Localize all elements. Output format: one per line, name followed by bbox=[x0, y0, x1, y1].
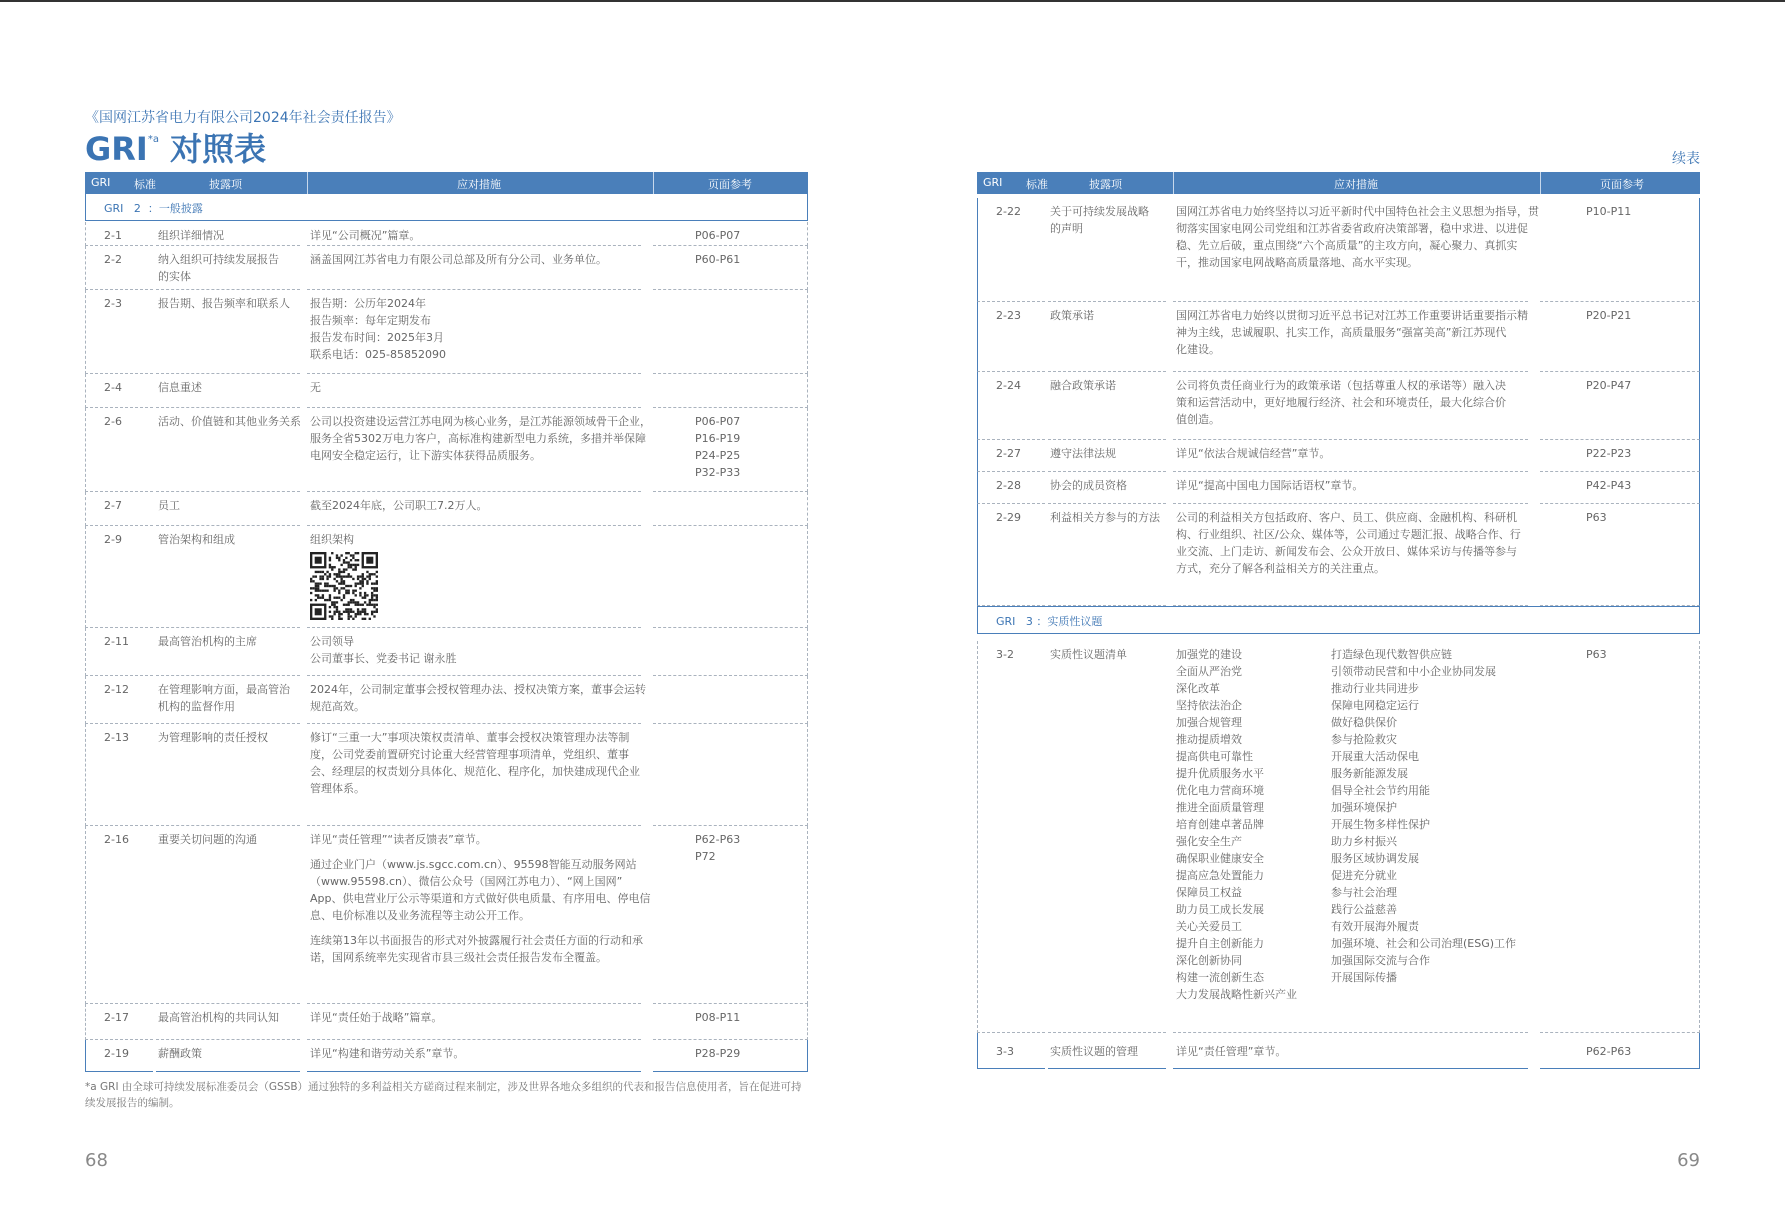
row-measure-line: 公司董事长、党委书记 谢永胜 bbox=[310, 652, 457, 665]
row-disclosure bbox=[156, 526, 300, 628]
row-code bbox=[977, 641, 1045, 1033]
row-page-line: P63 bbox=[1586, 648, 1607, 661]
row-code-text: 2-1 bbox=[104, 229, 122, 242]
table-row-2-22 bbox=[977, 198, 1700, 302]
row-page-line: P72 bbox=[695, 850, 716, 863]
row-code-text: 2-19 bbox=[104, 1047, 129, 1060]
table-row-2-12 bbox=[85, 676, 808, 724]
row-disclosure-line: 组织详细情况 bbox=[158, 229, 224, 242]
row-page-line: P08-P11 bbox=[695, 1011, 741, 1024]
topic-item: 构建一流创新生态 bbox=[1176, 971, 1264, 984]
row-disclosure-line: 实质性议题的管理 bbox=[1050, 1045, 1138, 1058]
row-page bbox=[653, 408, 808, 492]
row-page-line: P22-P23 bbox=[1586, 447, 1632, 460]
row-code bbox=[85, 628, 153, 676]
topic-item: 开展国际传播 bbox=[1331, 971, 1397, 984]
row-code bbox=[977, 472, 1045, 504]
row-code bbox=[977, 372, 1045, 440]
row-measure-line: 公司以投资建设运营江苏电网为核心业务，是江苏能源领域骨干企业， bbox=[310, 415, 651, 428]
row-code-text: 2-11 bbox=[104, 635, 129, 648]
row-disclosure-line: 重要关切问题的沟通 bbox=[158, 833, 257, 846]
row-disclosure-line: 协会的成员资格 bbox=[1050, 479, 1127, 492]
row-code-text: 2-9 bbox=[104, 533, 122, 546]
row-measure-line: 报告期：公历年2024年 bbox=[310, 297, 426, 310]
row-disclosure bbox=[1048, 641, 1166, 1033]
row-page-line: P62-P63 bbox=[1586, 1045, 1632, 1058]
topic-item: 打造绿色现代数智供应链 bbox=[1331, 648, 1452, 661]
row-disclosure-line: 员工 bbox=[158, 499, 180, 512]
topic-item: 提升自主创新能力 bbox=[1176, 937, 1264, 950]
row-measure-line: App、供电营业厅公示等渠道和方式做好供电质量、有序用电、停电信 bbox=[310, 892, 651, 905]
row-disclosure-line: 薪酬政策 bbox=[158, 1047, 202, 1060]
row-disclosure bbox=[156, 290, 300, 374]
row-measure-line: 神为主线，忠诚履职、扎实工作，高质量服务“强富美高”新江苏现代 bbox=[1176, 326, 1507, 339]
row-page bbox=[653, 724, 808, 826]
row-page bbox=[653, 526, 808, 628]
row-page bbox=[653, 1040, 808, 1072]
header-page: 页面参考 bbox=[1600, 178, 1644, 191]
row-disclosure-line: 机构的监督作用 bbox=[158, 700, 235, 713]
table-row-2-9 bbox=[85, 526, 808, 628]
row-measure-line: 公司将负责任商业行为的政策承诺（包括尊重人权的承诺等）融入决 bbox=[1176, 379, 1506, 392]
row-code-text: 2-23 bbox=[996, 309, 1021, 322]
row-topics bbox=[1173, 641, 1528, 1033]
table-row-2-3 bbox=[85, 290, 808, 374]
row-code-text: 2-4 bbox=[104, 381, 122, 394]
row-measure bbox=[307, 628, 641, 676]
row-measure-line: 方式，充分了解各利益相关方的关注重点。 bbox=[1176, 562, 1385, 575]
row-measure bbox=[307, 492, 641, 526]
row-measure bbox=[1173, 504, 1528, 606]
row-measure-line: 诺，国网系统率先实现省市县三级社会责任报告发布全覆盖。 bbox=[310, 951, 607, 964]
topic-item: 优化电力营商环境 bbox=[1176, 784, 1264, 797]
row-page bbox=[653, 1004, 808, 1040]
row-measure-line: 联系电话：025-85852090 bbox=[310, 348, 446, 361]
header-standard: 标准 bbox=[134, 178, 156, 191]
row-page bbox=[1540, 372, 1700, 440]
header-gri: GRI bbox=[91, 176, 111, 189]
topic-item: 践行公益慈善 bbox=[1331, 903, 1397, 916]
row-measure bbox=[307, 724, 641, 826]
table-row-3-3 bbox=[977, 1033, 1700, 1069]
row-measure bbox=[1173, 302, 1528, 372]
row-disclosure bbox=[1048, 372, 1166, 440]
row-measure-line: 连续第13年以书面报告的形式对外披露履行社会责任方面的行动和承 bbox=[310, 934, 643, 947]
row-code bbox=[85, 374, 153, 408]
topic-item: 培育创建卓著品牌 bbox=[1176, 818, 1264, 831]
row-measure-line: 国网江苏省电力始终以贯彻习近平总书记对江苏工作重要讲话重要指示精 bbox=[1176, 309, 1528, 322]
table-header bbox=[977, 172, 1700, 194]
topic-list-a bbox=[1176, 646, 1297, 1003]
row-measure-line: 详见“责任管理”章节。 bbox=[1176, 1045, 1287, 1058]
row-disclosure-line: 信息重述 bbox=[158, 381, 202, 394]
row-disclosure-line: 活动、价值链和其他业务关系 bbox=[158, 415, 301, 428]
row-code bbox=[85, 492, 153, 526]
topic-item: 保障员工权益 bbox=[1176, 886, 1242, 899]
row-code-text: 2-24 bbox=[996, 379, 1021, 392]
right-page bbox=[977, 0, 1700, 1211]
footnote bbox=[85, 1079, 808, 1111]
topic-item: 强化安全生产 bbox=[1176, 835, 1242, 848]
topic-item: 深化改革 bbox=[1176, 682, 1220, 695]
table-row-2-29 bbox=[977, 504, 1700, 606]
row-code bbox=[977, 302, 1045, 372]
row-page bbox=[653, 222, 808, 246]
row-disclosure-line: 遵守法律法规 bbox=[1050, 447, 1116, 460]
row-measure bbox=[1173, 472, 1528, 504]
row-page bbox=[653, 826, 808, 1004]
measure-paragraph bbox=[310, 932, 641, 966]
row-disclosure-line: 最高管治机构的主席 bbox=[158, 635, 257, 648]
row-page-line: P24-P25 bbox=[695, 449, 741, 462]
row-code-text: 2-16 bbox=[104, 833, 129, 846]
row-code-text: 3-3 bbox=[996, 1045, 1014, 1058]
report-title: 《国网江苏省电力有限公司2024年社会责任报告》 bbox=[85, 110, 401, 126]
footnote-line: *a GRI 由全球可持续发展标准委员会（GSSB）通过独特的多利益相关方磋商过程来制定，涉及世界各地众多组织的代表和报告信息使用者，旨在促进可持 bbox=[85, 1081, 802, 1093]
header-disclosure: 披露项 bbox=[209, 178, 242, 191]
row-measure-line: 详见“公司概况”篇章。 bbox=[310, 229, 421, 242]
topic-item: 提高应急处置能力 bbox=[1176, 869, 1264, 882]
page-title-gri: GRI bbox=[85, 130, 148, 168]
page-number: 68 bbox=[85, 1150, 108, 1171]
row-disclosure bbox=[156, 222, 300, 246]
row-code-text: 2-13 bbox=[104, 731, 129, 744]
row-page-line: P32-P33 bbox=[695, 466, 741, 479]
row-measure bbox=[1173, 198, 1539, 302]
topic-item: 参与抢险救灾 bbox=[1331, 733, 1397, 746]
row-measure-line: 息、电价标准以及业务流程等主动公开工作。 bbox=[310, 909, 530, 922]
table-row-2-23 bbox=[977, 302, 1700, 372]
row-disclosure bbox=[156, 246, 300, 290]
table-row-2-7 bbox=[85, 492, 808, 526]
row-disclosure bbox=[156, 676, 300, 724]
topic-item: 做好稳供保价 bbox=[1331, 716, 1397, 729]
row-code bbox=[977, 440, 1045, 472]
row-page bbox=[653, 492, 808, 526]
row-measure-line: 管理体系。 bbox=[310, 782, 365, 795]
row-measure-line: 详见“提高中国电力国际话语权”章节。 bbox=[1176, 479, 1364, 492]
topic-item: 加强合规管理 bbox=[1176, 716, 1242, 729]
topic-item: 保障电网稳定运行 bbox=[1331, 699, 1419, 712]
row-code-text: 2-3 bbox=[104, 297, 122, 310]
topic-item: 服务区域协调发展 bbox=[1331, 852, 1419, 865]
section-gri-3 bbox=[977, 606, 1700, 634]
row-code bbox=[85, 246, 153, 290]
topic-item: 有效开展海外履责 bbox=[1331, 920, 1419, 933]
row-measure-line: 构、行业组织、社区/公众、媒体等，公司通过专题汇报、战略合作、行 bbox=[1176, 528, 1521, 541]
topic-item: 加强国际交流与合作 bbox=[1331, 954, 1430, 967]
row-measure bbox=[307, 408, 651, 492]
row-measure-line: 详见“责任管理”“读者反馈表”章节。 bbox=[310, 833, 487, 846]
row-disclosure-line: 最高管治机构的共同认知 bbox=[158, 1011, 279, 1024]
row-measure-line: 报告发布时间：2025年3月 bbox=[310, 331, 444, 344]
row-disclosure bbox=[1048, 504, 1166, 606]
row-measure-line: 涵盖国网江苏省电力有限公司总部及所有分公司、业务单位。 bbox=[310, 253, 607, 266]
row-measure bbox=[1173, 372, 1528, 440]
row-page-line: P62-P63 bbox=[695, 833, 741, 846]
row-page-line: P28-P29 bbox=[695, 1047, 741, 1060]
row-page bbox=[1540, 440, 1700, 472]
row-code bbox=[977, 504, 1045, 606]
row-disclosure-line: 融合政策承诺 bbox=[1050, 379, 1116, 392]
row-measure-line: 稳、先立后破，重点围绕“六个高质量”的主攻方向，凝心聚力、真抓实 bbox=[1176, 239, 1518, 252]
row-code-text: 3-2 bbox=[996, 648, 1014, 661]
row-measure-line: 2024年，公司制定董事会授权管理办法、授权决策方案，董事会运转 bbox=[310, 683, 646, 696]
table-header bbox=[85, 172, 808, 194]
measure-paragraph bbox=[310, 856, 651, 924]
row-measure-line: 通过企业门户（www.js.sgcc.com.cn）、95598智能互动服务网站 bbox=[310, 858, 637, 871]
row-measure bbox=[307, 222, 641, 246]
table-row-2-28 bbox=[977, 472, 1700, 504]
row-page-line: P06-P07 bbox=[695, 229, 741, 242]
row-measure bbox=[1173, 1033, 1528, 1069]
continued-label: 续表 bbox=[1672, 151, 1700, 167]
row-measure-line: 详见“责任始于战略”篇章。 bbox=[310, 1011, 443, 1024]
row-measure bbox=[307, 290, 641, 374]
row-page-line: P16-P19 bbox=[695, 432, 741, 445]
row-disclosure-line: 报告期、报告频率和联系人 bbox=[158, 297, 290, 310]
left-page bbox=[85, 0, 808, 1211]
topic-item: 全面从严治党 bbox=[1176, 665, 1242, 678]
row-measure bbox=[307, 676, 646, 724]
topic-item: 加强环境、社会和公司治理(ESG)工作 bbox=[1331, 937, 1517, 950]
header-standard: 标准 bbox=[1026, 178, 1048, 191]
footnote-line: 续发展报告的编制。 bbox=[85, 1097, 180, 1109]
topic-item: 加强党的建设 bbox=[1176, 648, 1242, 661]
topic-item: 倡导全社会节约用能 bbox=[1331, 784, 1430, 797]
row-measure-line: 报告频率：每年定期发布 bbox=[310, 314, 431, 327]
row-measure-line: 详见“构建和谐劳动关系”章节。 bbox=[310, 1047, 465, 1060]
row-disclosure bbox=[156, 492, 300, 526]
row-disclosure-line: 的实体 bbox=[158, 270, 191, 283]
row-code bbox=[85, 526, 153, 628]
page-title-footnote-mark: *a bbox=[147, 134, 159, 145]
row-page bbox=[1540, 641, 1700, 1033]
header-gri: GRI bbox=[983, 176, 1003, 189]
table-row-2-1 bbox=[85, 222, 808, 246]
header-disclosure: 披露项 bbox=[1089, 178, 1122, 191]
header-measure: 应对措施 bbox=[457, 178, 501, 191]
row-measure bbox=[1173, 440, 1528, 472]
page-title-suffix: 对照表 bbox=[170, 130, 267, 168]
topic-item: 加强环境保护 bbox=[1331, 801, 1397, 814]
row-disclosure bbox=[1048, 1033, 1166, 1069]
row-code bbox=[977, 198, 1045, 302]
table-row-2-19 bbox=[85, 1040, 808, 1072]
row-disclosure bbox=[1048, 440, 1166, 472]
header-divider bbox=[1173, 172, 1174, 194]
row-measure bbox=[307, 246, 641, 290]
topic-item: 提高供电可靠性 bbox=[1176, 750, 1253, 763]
row-page bbox=[1540, 472, 1700, 504]
row-measure bbox=[307, 1040, 641, 1072]
row-code-text: 2-28 bbox=[996, 479, 1021, 492]
table-row-2-4 bbox=[85, 374, 808, 408]
row-measure-line: 彻落实国家电网公司党组和江苏省委省政府决策部署，稳中求进、以进促 bbox=[1176, 222, 1528, 235]
row-code-text: 2-29 bbox=[996, 511, 1021, 524]
row-page bbox=[653, 676, 808, 724]
row-page-line: P06-P07 bbox=[695, 415, 741, 428]
row-code bbox=[85, 290, 153, 374]
row-disclosure-line: 实质性议题清单 bbox=[1050, 648, 1127, 661]
topic-item: 确保职业健康安全 bbox=[1176, 852, 1264, 865]
row-measure-line: 国网江苏省电力始终坚持以习近平新时代中国特色社会主义思想为指导，贯 bbox=[1176, 205, 1539, 218]
topic-item: 推动提质增效 bbox=[1176, 733, 1242, 746]
row-disclosure-line: 为管理影响的责任授权 bbox=[158, 731, 268, 744]
row-disclosure-line: 政策承诺 bbox=[1050, 309, 1094, 322]
row-measure-line: 截至2024年底，公司职工7.2万人。 bbox=[310, 499, 488, 512]
row-measure-line: 策和运营活动中，更好地履行经济、社会和环境责任，最大化综合价 bbox=[1176, 396, 1506, 409]
row-measure-line: 规范高效。 bbox=[310, 700, 365, 713]
section-title: GRI 3 ：实质性议题 bbox=[996, 615, 1103, 628]
table-row-2-11 bbox=[85, 628, 808, 676]
row-disclosure bbox=[156, 724, 300, 826]
row-disclosure bbox=[1048, 302, 1166, 372]
topic-item: 坚持依法治企 bbox=[1176, 699, 1242, 712]
row-code-text: 2-6 bbox=[104, 415, 122, 428]
row-measure-line: 度，公司党委前置研究讨论重大经营管理事项清单，党组织、董事 bbox=[310, 748, 629, 761]
table-row-2-2 bbox=[85, 246, 808, 290]
table-row-3-2 bbox=[977, 641, 1700, 1033]
row-disclosure-line: 管治架构和组成 bbox=[158, 533, 235, 546]
header-measure: 应对措施 bbox=[1334, 178, 1378, 191]
row-code bbox=[977, 1033, 1045, 1069]
row-disclosure-line: 在管理影响方面，最高管治 bbox=[158, 683, 290, 696]
topic-item: 开展生物多样性保护 bbox=[1331, 818, 1430, 831]
topic-item: 引领带动民营和中小企业协同发展 bbox=[1331, 665, 1496, 678]
row-page bbox=[1540, 198, 1700, 302]
section-title: GRI 2 ：一般披露 bbox=[104, 202, 203, 215]
topic-item: 助力乡村振兴 bbox=[1331, 835, 1397, 848]
topic-item: 促进充分就业 bbox=[1331, 869, 1397, 882]
page-title bbox=[85, 124, 266, 170]
row-page-line: P10-P11 bbox=[1586, 205, 1632, 218]
topic-list-b bbox=[1331, 646, 1516, 986]
section-gri-2 bbox=[85, 194, 808, 221]
row-page-line: P20-P21 bbox=[1586, 309, 1632, 322]
header-page: 页面参考 bbox=[708, 178, 752, 191]
topic-item: 推动行业共同进步 bbox=[1331, 682, 1419, 695]
topic-item: 助力员工成长发展 bbox=[1176, 903, 1264, 916]
row-code-text: 2-7 bbox=[104, 499, 122, 512]
header-divider bbox=[1540, 172, 1541, 194]
row-measure-line: 公司领导 bbox=[310, 635, 354, 648]
row-page bbox=[653, 290, 808, 374]
row-code bbox=[85, 724, 153, 826]
row-disclosure bbox=[1048, 198, 1166, 302]
row-measure-line: 会、经理层的权责划分具体化、规范化、程序化，加快建成现代企业 bbox=[310, 765, 640, 778]
page-number: 69 bbox=[1677, 1150, 1700, 1171]
topic-item: 深化创新协同 bbox=[1176, 954, 1242, 967]
row-measure-line: 值创造。 bbox=[1176, 413, 1220, 426]
header-divider bbox=[653, 172, 654, 194]
topic-item: 服务新能源发展 bbox=[1331, 767, 1408, 780]
row-page-line: P42-P43 bbox=[1586, 479, 1632, 492]
row-code-text: 2-27 bbox=[996, 447, 1021, 460]
row-code bbox=[85, 826, 153, 1004]
topic-item: 提升优质服务水平 bbox=[1176, 767, 1264, 780]
row-disclosure-line: 利益相关方参与的方法 bbox=[1050, 511, 1160, 524]
row-disclosure bbox=[156, 1004, 300, 1040]
row-disclosure bbox=[156, 628, 300, 676]
row-code bbox=[85, 408, 153, 492]
row-measure-line: （www.95598.cn）、微信公众号（国网江苏电力）、“网上国网” bbox=[310, 875, 623, 888]
row-code-text: 2-22 bbox=[996, 205, 1021, 218]
table-row-2-17 bbox=[85, 1004, 808, 1040]
row-measure-line: 业交流、上门走访、新闻发布会、公众开放日、媒体采访与传播等参与 bbox=[1176, 545, 1517, 558]
topic-item: 开展重大活动保电 bbox=[1331, 750, 1419, 763]
row-measure-line: 公司的利益相关方包括政府、客户、员工、供应商、金融机构、科研机 bbox=[1176, 511, 1517, 524]
row-page bbox=[1540, 302, 1700, 372]
row-measure-line: 干，推动国家电网战略高质量落地、高水平实现。 bbox=[1176, 256, 1418, 269]
row-measure-line: 电网安全稳定运行，让下游实体获得品质服务。 bbox=[310, 449, 541, 462]
row-measure bbox=[307, 374, 641, 408]
row-page-line: P20-P47 bbox=[1586, 379, 1632, 392]
table-row-2-27 bbox=[977, 440, 1700, 472]
row-page bbox=[1540, 504, 1700, 606]
table-row-2-6 bbox=[85, 408, 808, 492]
topic-item: 关心关爱员工 bbox=[1176, 920, 1242, 933]
row-disclosure bbox=[1048, 472, 1166, 504]
topic-item: 参与社会治理 bbox=[1331, 886, 1397, 899]
row-code-text: 2-12 bbox=[104, 683, 129, 696]
row-code bbox=[85, 222, 153, 246]
row-page bbox=[1540, 1033, 1700, 1069]
header-divider bbox=[307, 172, 308, 194]
row-measure-line: 化建设。 bbox=[1176, 343, 1220, 356]
row-measure-line: 修订“三重一大”事项决策权责清单、董事会授权决策管理办法等制 bbox=[310, 731, 630, 744]
qr-code-icon bbox=[310, 552, 378, 620]
row-page-line: P63 bbox=[1586, 511, 1607, 524]
row-disclosure bbox=[156, 408, 300, 492]
topic-item: 推进全面质量管理 bbox=[1176, 801, 1264, 814]
row-page bbox=[653, 374, 808, 408]
measure-paragraph bbox=[310, 831, 641, 848]
row-disclosure bbox=[156, 374, 300, 408]
row-disclosure-line: 的声明 bbox=[1050, 222, 1083, 235]
table-row-2-16 bbox=[85, 826, 808, 1004]
row-page-line: P60-P61 bbox=[695, 253, 741, 266]
topic-item: 大力发展战略性新兴产业 bbox=[1176, 988, 1297, 1001]
row-disclosure bbox=[156, 826, 300, 1004]
row-page bbox=[653, 628, 808, 676]
row-code-text: 2-2 bbox=[104, 253, 122, 266]
row-measure-line: 无 bbox=[310, 381, 321, 394]
table-row-2-13 bbox=[85, 724, 808, 826]
row-measure-line: 服务全省5302万电力客户，高标准构建新型电力系统，多措并举保障 bbox=[310, 432, 646, 445]
row-measure bbox=[307, 526, 641, 628]
table-row-2-24 bbox=[977, 372, 1700, 440]
row-code bbox=[85, 1004, 153, 1040]
row-code-text: 2-17 bbox=[104, 1011, 129, 1024]
row-measure-line: 组织架构 bbox=[310, 533, 354, 546]
row-disclosure bbox=[156, 1040, 300, 1072]
row-disclosure-line: 纳入组织可持续发展报告 bbox=[158, 253, 279, 266]
row-measure-line: 详见“依法合规诚信经营”章节。 bbox=[1176, 447, 1331, 460]
row-code bbox=[85, 676, 153, 724]
row-page bbox=[653, 246, 808, 290]
row-measure bbox=[307, 1004, 641, 1040]
row-code bbox=[85, 1040, 153, 1072]
row-disclosure-line: 关于可持续发展战略 bbox=[1050, 205, 1149, 218]
row-measure bbox=[307, 826, 651, 1004]
